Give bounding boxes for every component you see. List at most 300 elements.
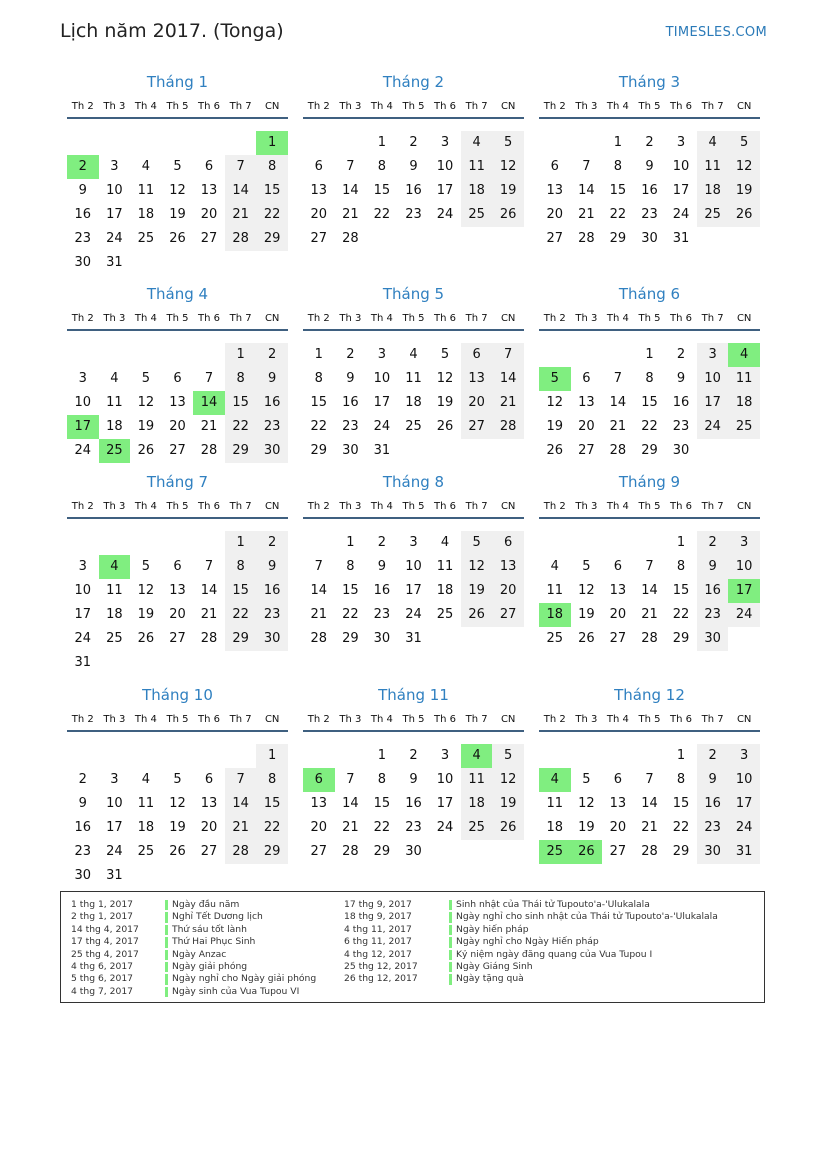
day-cell: 16 — [256, 579, 288, 603]
month-title: Tháng 12 — [614, 686, 685, 704]
day-cell: 11 — [461, 768, 493, 792]
day-cell: 4 — [697, 131, 729, 155]
weekday-header: Th 3 — [575, 101, 598, 112]
day-cell: 11 — [436, 559, 454, 574]
weekday-header: Th 7 — [229, 501, 252, 512]
day-cell: 19 — [492, 792, 524, 816]
holiday-day-cell: 25 — [539, 840, 571, 864]
holiday-marker — [165, 912, 168, 922]
day-cell: 2 — [346, 347, 355, 362]
day-cell: 5 — [141, 559, 151, 574]
day-cell: 8 — [256, 155, 288, 179]
day-cell: 20 — [200, 820, 218, 835]
day-cell: 9 — [256, 555, 288, 579]
day-cell: 13 — [609, 796, 627, 811]
day-cell: 25 — [106, 631, 123, 646]
day-cell: 13 — [310, 796, 328, 811]
day-cell: 18 — [461, 792, 493, 816]
day-cell: 8 — [676, 559, 686, 574]
day-cell: 3 — [78, 371, 87, 386]
day-cell: 8 — [645, 371, 654, 386]
day-cell: 28 — [342, 231, 359, 246]
day-cell: 24 — [728, 816, 760, 840]
weekday-header: CN — [500, 714, 516, 725]
day-cell: 30 — [256, 627, 288, 651]
day-cell: 6 — [461, 343, 493, 367]
holiday-day-cell: 25 — [99, 439, 131, 463]
day-cell: 12 — [169, 183, 186, 198]
day-cell: 25 — [728, 415, 760, 439]
day-cell: 7 — [346, 772, 355, 787]
weekday-header: Th 4 — [134, 714, 157, 725]
header-divider — [539, 117, 760, 119]
day-cell: 16 — [672, 395, 690, 410]
legend-holiday-name: Kỷ niệm ngày đăng quang của Vua Tupou I — [456, 948, 653, 960]
weekday-header: CN — [736, 101, 752, 112]
day-cell: 27 — [609, 631, 627, 646]
day-cell: 30 — [672, 443, 690, 458]
day-cell: 15 — [310, 395, 328, 410]
weekday-header: Th 5 — [166, 714, 189, 725]
legend-date: 4 thg 7, 2017 — [71, 985, 134, 997]
day-cell: 30 — [697, 627, 729, 651]
day-cell: 2 — [377, 535, 387, 550]
weekday-header: Th 2 — [543, 501, 566, 512]
day-cell: 16 — [373, 583, 391, 598]
day-cell: 20 — [169, 607, 186, 622]
day-cell: 16 — [256, 391, 288, 415]
day-cell: 22 — [641, 419, 658, 434]
weekday-header: Th 7 — [465, 714, 488, 725]
month-title: Tháng 5 — [382, 285, 445, 303]
day-cell: 28 — [225, 227, 257, 251]
day-cell: 28 — [225, 840, 257, 864]
legend-holiday-name: Ngày Giáng Sinh — [456, 960, 533, 972]
day-cell: 15 — [256, 792, 288, 816]
day-cell: 29 — [310, 443, 328, 458]
day-cell: 7 — [204, 559, 214, 574]
day-cell: 31 — [672, 231, 690, 246]
day-cell: 20 — [310, 207, 328, 222]
day-cell: 23 — [672, 419, 690, 434]
day-cell: 11 — [137, 796, 155, 811]
header-divider — [539, 329, 760, 331]
day-cell: 11 — [106, 395, 123, 410]
day-cell: 5 — [173, 772, 182, 787]
day-cell: 10 — [106, 796, 123, 811]
weekday-header: Th 3 — [103, 501, 126, 512]
weekday-header: Th 5 — [402, 501, 425, 512]
day-cell: 28 — [200, 443, 218, 458]
weekday-header: Th 2 — [71, 501, 94, 512]
day-cell: 28 — [310, 631, 328, 646]
day-cell: 15 — [256, 179, 288, 203]
day-cell: 19 — [169, 207, 186, 222]
header-divider — [303, 517, 524, 519]
legend-date: 4 thg 11, 2017 — [344, 923, 412, 935]
day-cell: 1 — [676, 748, 686, 763]
legend-date: 2 thg 1, 2017 — [71, 911, 134, 923]
day-cell: 24 — [373, 419, 391, 434]
day-cell: 27 — [200, 231, 218, 246]
day-cell: 31 — [728, 840, 760, 864]
day-cell: 9 — [409, 772, 418, 787]
weekday-header: Th 4 — [606, 313, 629, 324]
legend-date: 25 thg 4, 2017 — [71, 948, 139, 960]
day-cell: 23 — [405, 207, 422, 222]
day-cell: 2 — [78, 772, 87, 787]
day-cell: 22 — [373, 207, 391, 222]
day-cell: 14 — [342, 183, 359, 198]
day-cell: 11 — [546, 583, 564, 598]
holiday-marker — [165, 974, 168, 984]
header-divider — [67, 329, 288, 331]
day-cell: 5 — [582, 772, 591, 787]
day-cell: 23 — [405, 820, 422, 835]
day-cell: 27 — [310, 231, 328, 246]
legend-holiday-name: Ngày đầu năm — [172, 899, 240, 910]
day-cell: 12 — [492, 768, 524, 792]
day-cell: 28 — [492, 415, 524, 439]
day-cell: 4 — [461, 131, 493, 155]
day-cell: 25 — [461, 203, 493, 227]
legend-holiday-name: Thứ Hai Phục Sinh — [172, 936, 256, 948]
weekday-header: Th 6 — [670, 101, 693, 112]
weekday-header: Th 7 — [229, 101, 252, 112]
weekday-header: Th 6 — [434, 101, 457, 112]
day-cell: 5 — [492, 744, 524, 768]
day-cell: 22 — [373, 820, 391, 835]
day-cell: 23 — [697, 816, 729, 840]
day-cell: 2 — [645, 135, 654, 150]
holiday-marker — [449, 912, 452, 922]
day-cell: 13 — [200, 796, 218, 811]
day-cell: 10 — [672, 159, 690, 174]
day-cell: 21 — [200, 419, 218, 434]
month-title: Tháng 7 — [146, 473, 209, 491]
day-cell: 27 — [169, 443, 186, 458]
day-cell: 2 — [256, 343, 288, 367]
day-cell: 3 — [697, 343, 729, 367]
weekday-header: Th 4 — [370, 714, 393, 725]
day-cell: 9 — [697, 768, 729, 792]
day-cell: 9 — [78, 183, 87, 198]
day-cell: 22 — [256, 816, 288, 840]
day-cell: 27 — [169, 631, 186, 646]
day-cell: 14 — [609, 395, 627, 410]
day-cell: 17 — [436, 796, 454, 811]
holiday-day-cell: 14 — [193, 391, 225, 415]
day-cell: 28 — [641, 631, 658, 646]
day-cell: 22 — [310, 419, 328, 434]
day-cell: 18 — [106, 419, 123, 434]
day-cell: 24 — [74, 443, 92, 458]
weekday-header: Th 3 — [339, 313, 362, 324]
weekday-header: Th 4 — [134, 313, 157, 324]
weekday-header: Th 5 — [166, 313, 189, 324]
day-cell: 16 — [697, 579, 729, 603]
day-cell: 9 — [78, 796, 87, 811]
day-cell: 2 — [409, 135, 418, 150]
legend-date: 4 thg 12, 2017 — [344, 948, 412, 960]
day-cell: 4 — [440, 535, 450, 550]
day-cell: 16 — [405, 796, 422, 811]
day-cell: 24 — [106, 844, 123, 859]
day-cell: 18 — [436, 583, 454, 598]
day-cell: 12 — [492, 155, 524, 179]
day-cell: 8 — [346, 559, 355, 574]
day-cell: 27 — [461, 415, 493, 439]
weekday-header: CN — [500, 313, 516, 324]
day-cell: 18 — [546, 820, 564, 835]
day-cell: 15 — [609, 183, 627, 198]
header-divider — [67, 517, 288, 519]
day-cell: 29 — [672, 631, 690, 646]
holiday-marker — [449, 950, 452, 960]
day-cell: 29 — [373, 844, 391, 859]
day-cell: 11 — [461, 155, 493, 179]
weekday-header: Th 4 — [606, 501, 629, 512]
day-cell: 10 — [373, 371, 391, 386]
weekday-header: Th 4 — [370, 313, 393, 324]
day-cell: 26 — [728, 203, 760, 227]
day-cell: 15 — [672, 796, 690, 811]
day-cell: 23 — [74, 844, 92, 859]
weekday-header: Th 2 — [543, 714, 566, 725]
weekday-header: Th 2 — [71, 313, 94, 324]
day-cell: 8 — [676, 772, 686, 787]
day-cell: 5 — [141, 371, 151, 386]
day-cell: 14 — [225, 179, 257, 203]
day-cell: 14 — [225, 792, 257, 816]
day-cell: 31 — [405, 631, 422, 646]
day-cell: 1 — [645, 347, 654, 362]
day-cell: 14 — [342, 796, 359, 811]
day-cell: 17 — [405, 583, 422, 598]
holiday-marker — [449, 900, 452, 910]
day-cell: 14 — [492, 367, 524, 391]
weekday-header: Th 2 — [71, 101, 94, 112]
day-cell: 23 — [697, 603, 729, 627]
weekday-header: Th 5 — [638, 101, 661, 112]
day-cell: 30 — [373, 631, 391, 646]
header-divider — [67, 730, 288, 732]
day-cell: 1 — [676, 535, 686, 550]
day-cell: 17 — [106, 207, 123, 222]
weekday-header: Th 7 — [465, 101, 488, 112]
day-cell: 20 — [609, 607, 627, 622]
day-cell: 10 — [697, 367, 729, 391]
weekday-header: Th 6 — [198, 101, 221, 112]
weekday-header: Th 6 — [434, 714, 457, 725]
day-cell: 26 — [492, 816, 524, 840]
day-cell: 25 — [546, 631, 564, 646]
day-cell: 23 — [256, 415, 288, 439]
day-cell: 17 — [106, 820, 123, 835]
day-cell: 20 — [169, 419, 186, 434]
legend-holiday-name: Ngày Anzac — [172, 948, 227, 960]
day-cell: 24 — [405, 607, 422, 622]
day-cell: 29 — [672, 844, 690, 859]
day-cell: 6 — [173, 559, 182, 574]
day-cell: 14 — [641, 583, 658, 598]
weekday-header: Th 4 — [606, 714, 629, 725]
holiday-day-cell: 4 — [539, 768, 571, 792]
day-cell: 18 — [405, 395, 422, 410]
day-cell: 18 — [728, 391, 760, 415]
holiday-marker — [449, 962, 452, 972]
day-cell: 4 — [141, 772, 151, 787]
brand-link[interactable]: TIMESLES.COM — [665, 25, 767, 40]
day-cell: 12 — [546, 395, 564, 410]
weekday-header: Th 2 — [307, 501, 330, 512]
day-cell: 22 — [672, 820, 690, 835]
day-cell: 13 — [169, 395, 186, 410]
day-cell: 23 — [74, 231, 92, 246]
day-cell: 29 — [641, 443, 658, 458]
holiday-marker — [165, 925, 168, 935]
day-cell: 14 — [641, 796, 658, 811]
weekday-header: CN — [264, 501, 280, 512]
weekday-header: Th 4 — [134, 501, 157, 512]
day-cell: 12 — [137, 583, 155, 598]
weekday-header: Th 5 — [402, 101, 425, 112]
weekday-header: Th 3 — [339, 714, 362, 725]
day-cell: 31 — [74, 655, 92, 670]
day-cell: 7 — [645, 772, 654, 787]
weekday-header: Th 7 — [465, 501, 488, 512]
weekday-header: Th 7 — [229, 313, 252, 324]
day-cell: 13 — [609, 583, 627, 598]
day-cell: 24 — [436, 820, 454, 835]
holiday-marker — [165, 987, 168, 997]
weekday-header: Th 6 — [198, 714, 221, 725]
day-cell: 13 — [461, 367, 493, 391]
weekday-header: Th 7 — [701, 313, 724, 324]
day-cell: 3 — [409, 535, 418, 550]
day-cell: 8 — [377, 159, 387, 174]
weekday-header: CN — [736, 714, 752, 725]
day-cell: 20 — [609, 820, 627, 835]
day-cell: 16 — [641, 183, 658, 198]
day-cell: 19 — [578, 820, 595, 835]
day-cell: 1 — [346, 535, 355, 550]
day-cell: 22 — [256, 203, 288, 227]
day-cell: 6 — [314, 159, 323, 174]
day-cell: 3 — [728, 531, 760, 555]
month-title: Tháng 10 — [142, 686, 213, 704]
day-cell: 26 — [137, 443, 155, 458]
day-cell: 23 — [641, 207, 658, 222]
day-cell: 8 — [377, 772, 387, 787]
legend-date: 25 thg 12, 2017 — [344, 960, 418, 972]
weekday-header: Th 4 — [370, 501, 393, 512]
weekday-header: CN — [736, 313, 752, 324]
weekday-header: CN — [264, 101, 280, 112]
day-cell: 25 — [436, 607, 454, 622]
legend-holiday-name: Ngày tặng quà — [456, 973, 524, 985]
day-cell: 23 — [342, 419, 359, 434]
day-cell: 8 — [256, 768, 288, 792]
holiday-day-cell: 4 — [728, 343, 760, 367]
day-cell: 20 — [492, 579, 524, 603]
day-cell: 8 — [225, 367, 257, 391]
day-cell: 16 — [405, 183, 422, 198]
day-cell: 24 — [74, 631, 92, 646]
weekday-header: Th 5 — [638, 501, 661, 512]
day-cell: 22 — [609, 207, 627, 222]
weekday-header: Th 3 — [103, 714, 126, 725]
header-divider — [303, 117, 524, 119]
weekday-header: Th 4 — [134, 101, 157, 112]
day-cell: 27 — [578, 443, 595, 458]
day-cell: 20 — [310, 820, 328, 835]
day-cell: 9 — [377, 559, 387, 574]
day-cell: 3 — [440, 748, 450, 763]
day-cell: 11 — [546, 796, 564, 811]
day-cell: 20 — [461, 391, 493, 415]
weekday-header: Th 7 — [229, 714, 252, 725]
day-cell: 31 — [106, 255, 123, 270]
day-cell: 30 — [74, 255, 92, 270]
month-title: Tháng 9 — [618, 473, 681, 491]
holiday-marker — [449, 937, 452, 947]
day-cell: 13 — [310, 183, 328, 198]
legend-holiday-name: Ngày nghỉ cho Ngày Hiến pháp — [456, 936, 599, 948]
day-cell: 12 — [578, 796, 595, 811]
day-cell: 23 — [373, 607, 391, 622]
day-cell: 27 — [609, 844, 627, 859]
day-cell: 29 — [609, 231, 627, 246]
holiday-day-cell: 26 — [571, 840, 603, 864]
holiday-marker — [165, 900, 168, 910]
day-cell: 25 — [405, 419, 422, 434]
day-cell: 1 — [225, 531, 257, 555]
holiday-day-cell: 1 — [256, 131, 288, 155]
day-cell: 6 — [582, 371, 591, 386]
day-cell: 5 — [173, 159, 182, 174]
weekday-header: CN — [264, 714, 280, 725]
day-cell: 28 — [200, 631, 218, 646]
day-cell: 10 — [74, 395, 92, 410]
day-cell: 25 — [697, 203, 729, 227]
day-cell: 7 — [346, 159, 355, 174]
day-cell: 21 — [225, 203, 257, 227]
day-cell: 14 — [200, 583, 218, 598]
weekday-header: Th 5 — [166, 101, 189, 112]
day-cell: 7 — [613, 371, 623, 386]
weekday-header: Th 2 — [307, 101, 330, 112]
month-title: Tháng 3 — [618, 73, 681, 91]
weekday-header: Th 6 — [670, 501, 693, 512]
day-cell: 21 — [200, 607, 218, 622]
weekday-header: Th 3 — [103, 101, 126, 112]
day-cell: 30 — [641, 231, 658, 246]
day-cell: 27 — [200, 844, 218, 859]
day-cell: 1 — [314, 347, 323, 362]
day-cell: 29 — [256, 840, 288, 864]
day-cell: 4 — [550, 559, 559, 574]
day-cell: 5 — [461, 531, 493, 555]
day-cell: 3 — [728, 744, 760, 768]
day-cell: 17 — [74, 607, 92, 622]
weekday-header: Th 7 — [701, 714, 724, 725]
weekday-header: Th 5 — [402, 714, 425, 725]
day-cell: 30 — [74, 868, 92, 883]
page-title: Lịch năm 2017. (Tonga) — [60, 20, 284, 42]
day-cell: 24 — [728, 603, 760, 627]
day-cell: 11 — [106, 583, 123, 598]
